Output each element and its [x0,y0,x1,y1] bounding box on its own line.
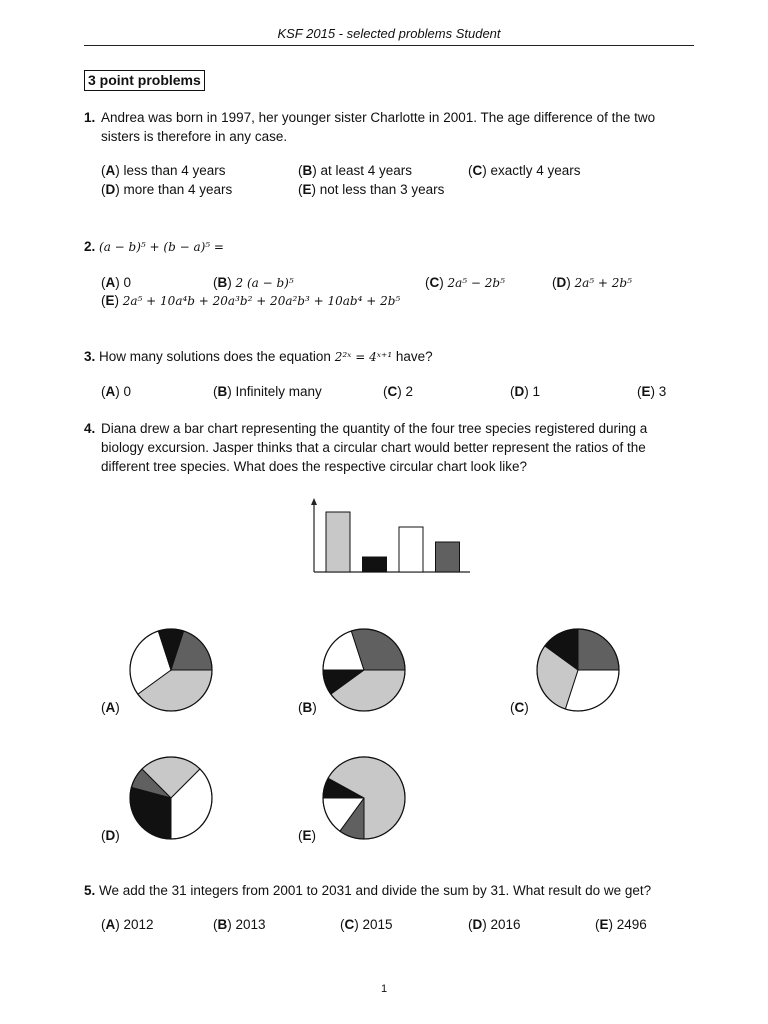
pie-charts [130,629,619,839]
q1-option-d: (D) more than 4 years [101,182,233,197]
q1-option-b: (B) at least 4 years [298,163,413,178]
pie-label-d: (D) [101,828,120,843]
bar-chart [311,498,470,572]
q5-option-c: (C) 2015 [340,917,393,932]
bar-2 [363,557,387,572]
q4-text-line2: biology excursion. Jasper thinks that a circular chart would better represent the ratios of the [101,440,646,455]
section-title: 3 point problems [84,70,205,91]
q1-option-c: (C) exactly 4 years [468,163,581,178]
q1-text-line1: Andrea was born in 1997, her younger sister Charlotte in 2001. The age difference of the two [101,110,656,125]
q5-option-e: (E) 2496 [595,917,647,932]
pie-label-e: (E) [298,828,317,843]
q1-option-e: (E) not less than 3 years [298,182,445,197]
q3-stem: 3. How many solutions does the equation 2²ˣ = 4ˣ⁺¹ have? [84,349,433,364]
page-number: 1 [380,983,388,995]
q2-option-a: (A) 0 [101,275,132,290]
q2-option-d: (D) 2a⁵ + 2b⁵ [552,275,632,290]
bar-3 [399,527,423,572]
bar-y-axis-arrow [311,498,317,505]
q2-expression: (a − b)⁵ + (b − a)⁵ = [99,240,224,254]
q3-option-d: (D) 1 [510,384,541,399]
q4-text-line1: Diana drew a bar chart representing the quantity of the four tree species registered during a [101,421,648,436]
q2-option-b: (B) 2 (a − b)⁵ [213,275,294,290]
q3-option-a: (A) 0 [101,384,132,399]
q2-option-c: (C) 2a⁵ − 2b⁵ [425,275,505,290]
q4-number: 4. [84,421,96,436]
pie-label-b: (B) [298,700,317,715]
q2-stem: 2. (a − b)⁵ + (b − a)⁵ = [84,239,224,254]
bar-1 [326,512,350,572]
q5-option-b: (B) 2013 [213,917,266,932]
q3-equation: 2²ˣ = 4ˣ⁺¹ [334,350,393,364]
pie-label-a: (A) [101,700,120,715]
q4-text-line3: different tree species. What does the respective circular chart look like? [101,459,527,474]
q3-option-c: (C) 2 [383,384,414,399]
q3-option-b: (B) Infinitely many [213,384,322,399]
page-header: KSF 2015 - selected problems Student [277,26,501,41]
q1-option-a: (A) less than 4 years [101,163,226,178]
q5-option-d: (D) 2016 [468,917,521,932]
q1-number: 1. [84,110,96,125]
q5-option-a: (A) 2012 [101,917,154,932]
bar-4 [436,542,460,572]
q2-option-e: (E) 2a⁵ + 10a⁴b + 20a³b² + 20a²b³ + 10ab⁴ + 2b⁵ [101,293,401,308]
q3-option-e: (E) 3 [637,384,667,399]
q1-text-line2: sisters is therefore in any case. [101,129,288,144]
pie-label-c: (C) [510,700,529,715]
q5-stem: 5. We add the 31 integers from 2001 to 2031 and divide the sum by 31. What result do we get? [84,883,652,898]
